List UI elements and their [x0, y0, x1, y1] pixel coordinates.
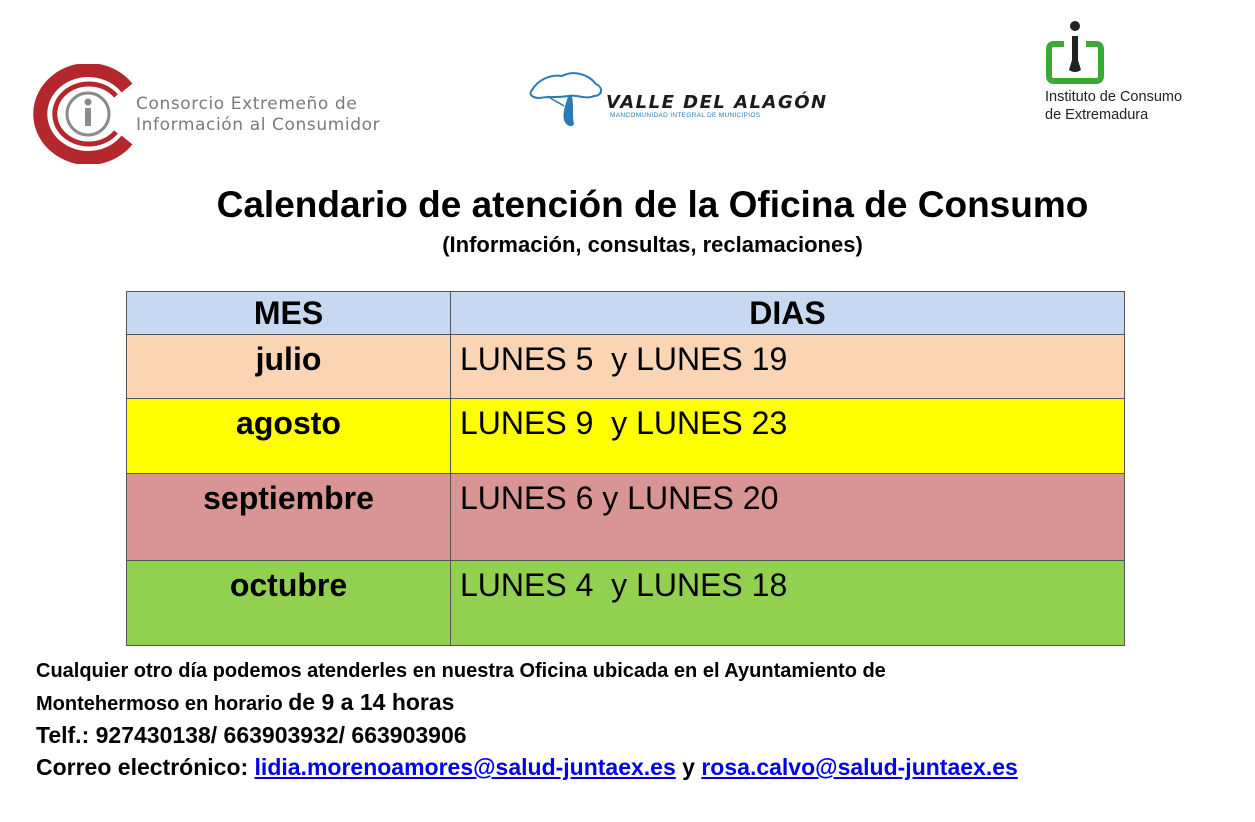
header-mes: MES [127, 292, 451, 335]
month-cell: octubre [127, 561, 451, 646]
alagon-logo-name: VALLE DEL ALAGÓN [606, 92, 828, 113]
page-title: Calendario de atención de la Oficina de Consumo [216, 184, 1089, 225]
email-label: Correo electrónico: [36, 754, 255, 780]
days-cell: LUNES 6 y LUNES 20 [451, 474, 1125, 561]
email-link-lidia[interactable]: lidia.morenoamores@salud-juntaex.es [254, 754, 676, 780]
table-row [127, 399, 1125, 474]
alagon-river-icon [528, 66, 608, 132]
table-row [127, 474, 1125, 561]
phone-numbers: Telf.: 927430138/ 663903932/ 663903906 [36, 722, 467, 748]
email-conjunction: y [675, 754, 702, 780]
contact-info [36, 656, 1018, 783]
header-dias: DIAS [451, 292, 1125, 335]
table-header-row [127, 292, 1125, 335]
office-info-text: Montehermoso en horario [36, 693, 289, 715]
ceic-logo [32, 64, 432, 164]
days-cell: LUNES 5 y LUNES 19 [451, 335, 1125, 399]
table-row [127, 335, 1125, 399]
email-link-rosa[interactable]: rosa.calvo@salud-juntaex.es [701, 754, 1018, 780]
schedule-table [126, 291, 1125, 646]
month-cell: julio [127, 335, 451, 399]
days-cell: LUNES 4 y LUNES 18 [451, 561, 1125, 646]
month-cell: septiembre [127, 474, 451, 561]
table-row [127, 561, 1125, 646]
days-cell: LUNES 9 y LUNES 23 [451, 399, 1125, 474]
office-info-line1: Cualquier otro día podemos atenderles en nuestra Oficina ubicada en el Ayuntamiento de [36, 660, 886, 682]
icex-logo [1040, 18, 1220, 128]
office-hours: de 9 a 14 horas [288, 689, 455, 715]
page-subtitle: (Información, consultas, reclamaciones) [442, 232, 863, 257]
ceic-logo-line2: Información al Consumidor [136, 115, 381, 135]
icex-logo-line1: Instituto de Consumo [1045, 89, 1183, 105]
office-info-line2 [36, 686, 1018, 719]
alagon-logo-subtitle: MANCOMUNIDAD INTEGRAL DE MUNICIPIOS [610, 112, 761, 119]
icex-logo-line2: de Extremadura [1045, 107, 1149, 123]
alagon-logo [528, 66, 828, 136]
ceic-emblem-icon [32, 64, 142, 164]
ceic-logo-line1: Consorcio Extremeño de [136, 94, 358, 114]
icex-emblem-icon [1044, 18, 1108, 86]
email-line [36, 751, 1018, 783]
month-cell: agosto [127, 399, 451, 474]
